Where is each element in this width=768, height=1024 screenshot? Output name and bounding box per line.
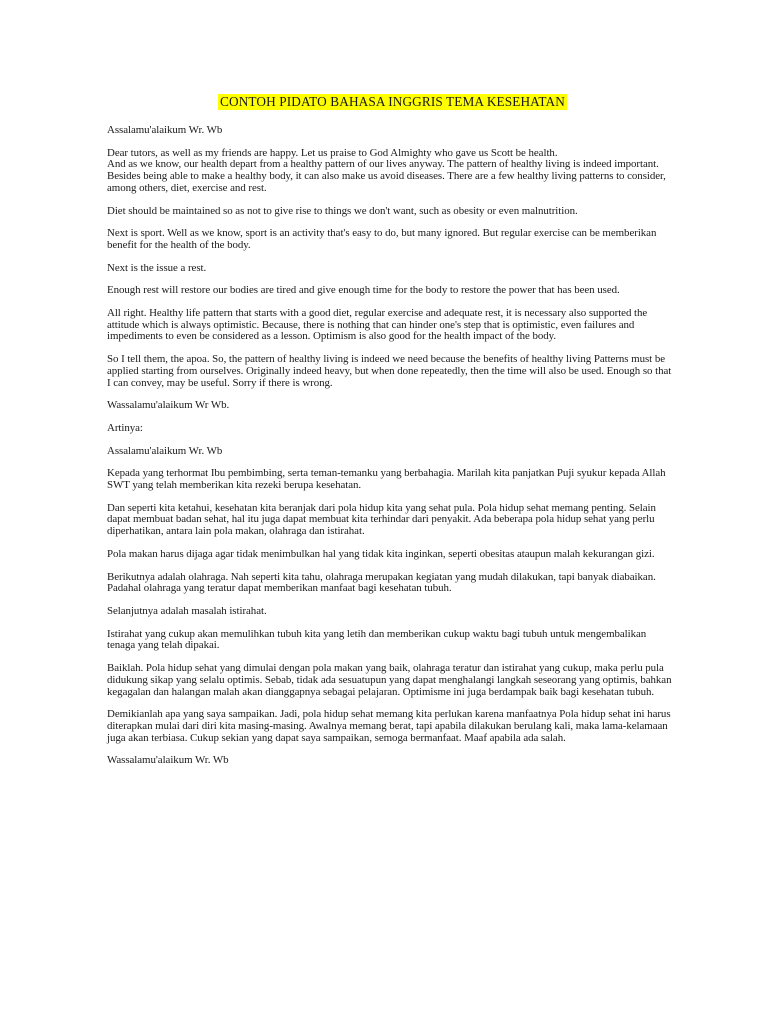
paragraph-healthy-pattern: And as we know, our health depart from a healthy pattern of our lives anyway. The pattern of healthy living is indeed important. Besides being able to make a healthy body, it can also make us avoid diseases. There are a few healthy living patterns to consider, among others, diet, exercise and rest. [107, 158, 666, 194]
paragraph-farewell-id: Wassalamu'alaikum Wr. Wb [107, 754, 229, 767]
paragraph-farewell: Wassalamu'alaikum Wr Wb. [107, 399, 230, 412]
paragraph-rest-intro: Next is the issue a rest. [107, 261, 207, 274]
paragraph-greeting-id: Assalamu'alaikum Wr. Wb [107, 444, 223, 457]
document-title: CONTOH PIDATO BAHASA INGGRIS TEMA KESEHATAN [220, 94, 565, 109]
paragraph-closing: So I tell them, the apoa. So, the pattern of healthy living is indeed we need because the benefits of healthy living Patterns must be applied starting from ourselves. Originally indeed heavy, but when done repeatedly, then the time will also be used. Enough so that I can convey, may be useful. Sorry if there is wrong. [107, 353, 672, 389]
paragraph-rest: Enough rest will restore our bodies are tired and give enough time for the body to restore the power that has been used. [107, 284, 620, 297]
paragraph-sport: Next is sport. Well as we know, sport is an activity that's easy to do, but many ignored. But regular exercise can be memberikan benefit for the health of the body. [107, 227, 657, 251]
title-wrapper [107, 93, 672, 111]
paragraph-translation-label: Artinya: [107, 421, 143, 434]
paragraph-opening: Dear tutors, as well as my friends are happy. Let us praise to God Almighty who gave us Scott be health. [107, 146, 558, 159]
paragraph-rest-intro-id: Selanjutnya adalah masalah istirahat. [107, 604, 267, 617]
paragraph-opening-id: Kepada yang terhormat Ibu pembimbing, serta teman-temanku yang berbahagia. Marilah kita panjatkan Puji syukur kepada Allah SWT yang telah memberikan kita rezeki berupa kesehatan. [107, 467, 666, 492]
paragraph-optimism-id: Baiklah. Pola hidup sehat yang dimulai dengan pola makan yang baik, olahraga teratur dan istirahat yang cukup, maka perlu pula didukung sikap yang selalu optimis. Sebab, tidak ada sesuatupun yang dapat menghalangi langkah seseorang yang optimis, bahkan kegagalan dan halangan malah akan dianggapnya sebagai pelajaran. Optimisme ini juga berdampak baik bagi kesehatan tubuh. [107, 662, 672, 698]
paragraph-diet: Diet should be maintained so as not to give rise to things we don't want, such as obesity or even malnutrition. [107, 204, 578, 217]
paragraph-optimism: All right. Healthy life pattern that starts with a good diet, regular exercise and adequate rest, it is necessary also supported the attitude which is always optimistic. Because, there is nothing that can hinder one's step that is optimistic, even failures and impediments to even be considered as a lesson. Optimism is also good for the health impact of the body. [107, 307, 648, 343]
document-body [107, 125, 672, 767]
paragraph-diet-id: Pola makan harus dijaga agar tidak menimbulkan hal yang tidak kita inginkan, seperti obesitas ataupun malah kekurangan gizi. [107, 547, 655, 560]
paragraph-healthy-pattern-id: Dan seperti kita ketahui, kesehatan kita beranjak dari pola hidup kita yang sehat pula. Pola hidup sehat memang penting. Selain dapat membuat badan sehat, hal itu juga dapat membuat kita terhindar dari penyakit. Ada beberapa pola hidup sehat yang perlu diperhatikan, antara lain pola makan, olahraga dan istirahat. [107, 501, 656, 538]
paragraph-sport-id: Berikutnya adalah olahraga. Nah seperti kita tahu, olahraga merupakan kegiatan yang mudah dilakukan, tapi banyak diabaikan. Padahal olahraga yang teratur dapat memberikan manfaat bagi kesehatan tubuh. [107, 570, 656, 595]
paragraph-greeting: Assalamu'alaikum Wr. Wb [107, 124, 223, 136]
paragraph-closing-id: Demikianlah apa yang saya sampaikan. Jadi, pola hidup sehat memang kita perlukan karena manfaatnya Pola hidup sehat ini harus diterapkan mulai dari diri kita masing-masing. Awalnya memang berat, tapi apabila dilakukan berulang kali, maka lama-kelamaan juga akan terbiasa. Cukup sekian yang dapat saya sampaikan, semoga bermanfaat. Maaf apabila ada salah. [107, 708, 671, 744]
paragraph-rest-id: Istirahat yang cukup akan memulihkan tubuh kita yang letih dan memberikan cukup waktu bagi tubuh untuk mengembalikan tenaga yang telah dipakai. [107, 627, 647, 652]
